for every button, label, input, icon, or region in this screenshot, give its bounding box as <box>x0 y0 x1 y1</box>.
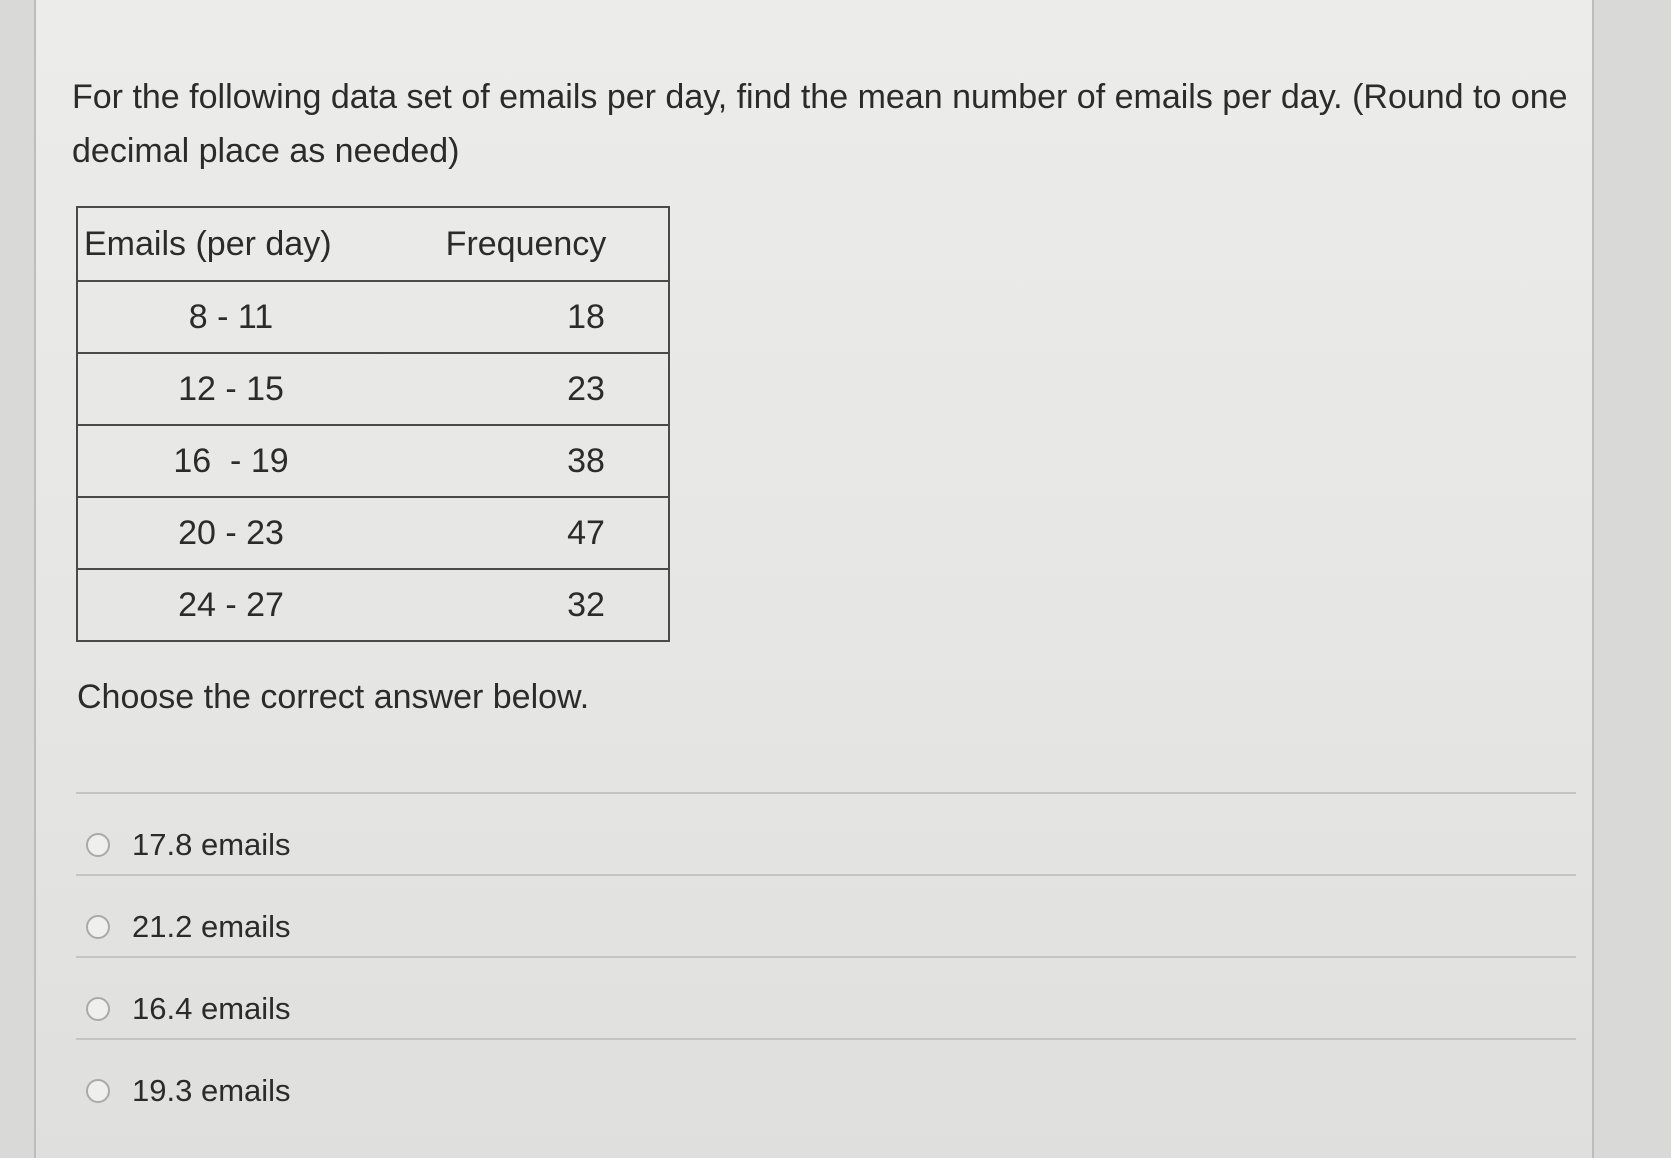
frequency-cell: 18 <box>384 281 669 353</box>
data-table <box>76 206 670 642</box>
table-row <box>77 353 669 425</box>
frequency-cell: 38 <box>384 425 669 497</box>
header-frequency: Frequency <box>384 207 669 281</box>
frequency-cell: 32 <box>384 569 669 641</box>
answer-option-label: 17.8 emails <box>132 827 291 862</box>
range-cell: 24 - 27 <box>77 569 384 641</box>
answer-option-label: 16.4 emails <box>132 991 291 1026</box>
divider <box>76 956 1576 958</box>
answer-option[interactable] <box>86 820 291 870</box>
table-row <box>77 569 669 641</box>
answer-option[interactable] <box>86 984 291 1034</box>
radio-button[interactable] <box>86 915 110 939</box>
answer-option-label: 21.2 emails <box>132 909 291 944</box>
answer-option-label: 19.3 emails <box>132 1073 291 1108</box>
question-panel <box>34 0 1594 1158</box>
answer-prompt: Choose the correct answer below. <box>77 678 590 716</box>
divider <box>76 792 1576 794</box>
table-header-row <box>77 207 669 281</box>
radio-button[interactable] <box>86 997 110 1021</box>
table-row <box>77 425 669 497</box>
frequency-cell: 23 <box>384 353 669 425</box>
table-row <box>77 281 669 353</box>
answer-option[interactable] <box>86 902 291 952</box>
range-cell: 12 - 15 <box>77 353 384 425</box>
header-emails: Emails (per day) <box>77 207 384 281</box>
range-cell: 8 - 11 <box>77 281 384 353</box>
range-cell: 16 - 19 <box>77 425 384 497</box>
divider <box>76 874 1576 876</box>
radio-button[interactable] <box>86 833 110 857</box>
divider <box>76 1038 1576 1040</box>
question-text: For the following data set of emails per day, find the mean number of emails per day. (Round to one decimal place as needed) <box>72 78 1568 170</box>
range-cell: 20 - 23 <box>77 497 384 569</box>
radio-button[interactable] <box>86 1079 110 1103</box>
answer-option[interactable] <box>86 1066 291 1116</box>
table-row <box>77 497 669 569</box>
frequency-cell: 47 <box>384 497 669 569</box>
